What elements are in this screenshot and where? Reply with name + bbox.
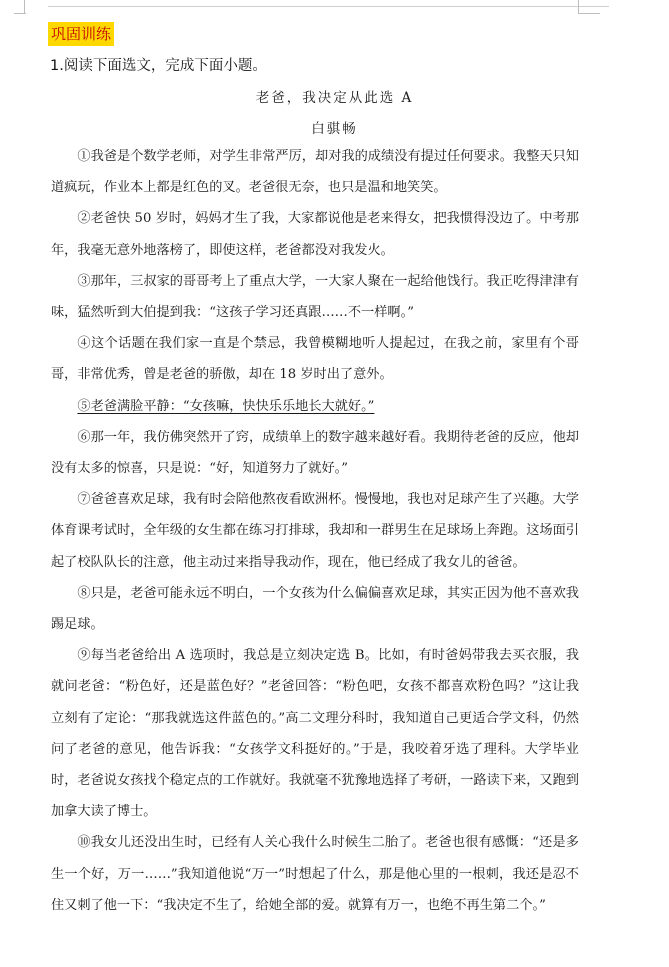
paragraph-9: ⑨每当老爸给出 A 选项时，我总是立刻决定选 B。比如，有时爸妈带我去买衣服，我就问老爸：“粉色好，还是蓝色好？”老爸回答：“粉色吧，女孩不都喜欢粉色吗？”这让我立刻有了定论：“那我就选这件蓝色的。”高二文理分科时，我知道自己更适合学文科，仍然问了老爸的意见，他告诉我：“女孩学文科挺好的。”于是，我咬着牙选了理科。大学毕业时，老爸说女孩找个稳定点的工作就好。我就毫不犹豫地选择了考研，一路读下来，又跑到加拿大读了博士。 <box>51 648 579 820</box>
page-top-border <box>48 6 609 7</box>
paragraph-6: ⑥那一年，我仿佛突然开了窍，成绩单上的数字越来越好看。我期待老爸的反应，他却没有太多的惊喜，只是说：“好，知道努力了就好。” <box>51 429 579 477</box>
question-prompt: 1.阅读下面选文，完成下面小题。 <box>50 58 267 74</box>
passage-body <box>51 141 579 921</box>
passage-author: 白骐畅 <box>311 121 358 137</box>
corner-crop-mark-right-horizontal <box>578 13 600 14</box>
paragraph-5-underlined <box>51 391 579 422</box>
section-label-highlight: 巩固训练 <box>48 22 114 46</box>
paragraph-10: ⑩我女儿还没出生时，已经有人关心我什么时候生二胎了。老爸也很有感慨：“还是多生一个好，万一……”我知道他说“万一”时想起了什么，那是他心里的一根刺，我还是忍不住又刺了他一下：“我决定不生了，给她全部的爱。就算有万一，也绝不再生第二个。” <box>51 835 579 913</box>
corner-crop-mark-right <box>578 0 579 14</box>
paragraph-7: ⑦爸爸喜欢足球，我有时会陪他熬夜看欧洲杯。慢慢地，我也对足球产生了兴趣。大学体育课考试时，全年级的女生都在练习打排球，我却和一群男生在足球场上奔跑。这场面引起了校队队长的注意，他主动过来指导我动作，现在，他已经成了我女儿的爸爸。 <box>51 492 579 570</box>
paragraph-2: ②老爸快 50 岁时，妈妈才生了我，大家都说他是老来得女，把我惯得没边了。中考那年，我毫无意外地落榜了，即使这样，老爸都没对我发火。 <box>51 211 579 258</box>
passage-title: 老爸，我决定从此选 A <box>255 90 414 106</box>
corner-crop-mark-left-horizontal <box>14 13 26 14</box>
paragraph-3: ③那年，三叔家的哥哥考上了重点大学，一大家人聚在一起给他饯行。我正吃得津津有味，猛然听到大伯提到我：“这孩子学习还真跟……不一样啊。” <box>51 273 579 321</box>
paragraph-8: ⑧只是，老爸可能永远不明白，一个女孩为什么偏偏喜欢足球，其实正因为他不喜欢我踢足球。 <box>51 585 579 633</box>
paragraph-1: ①我爸是个数学老师，对学生非常严厉，却对我的成绩没有提过任何要求。我整天只知道疯玩，作业本上都是红色的叉。老爸很无奈，也只是温和地笑笑。 <box>51 149 579 196</box>
paragraph-4: ④这个话题在我们家一直是个禁忌，我曾模糊地听人提起过，在我之前，家里有个哥哥，非常优秀，曾是老爸的骄傲，却在 18 岁时出了意外。 <box>51 336 579 383</box>
underlined-sentence: ⑤老爸满脸平静：“女孩嘛，快快乐乐地长大就好。” <box>77 398 375 414</box>
corner-crop-mark-left <box>24 0 25 14</box>
